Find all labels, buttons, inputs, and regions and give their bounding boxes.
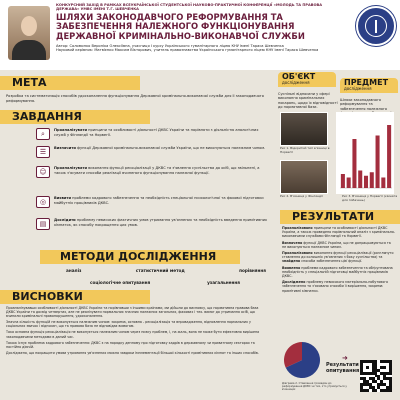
header-text xyxy=(56,3,346,53)
results-heading: РЕЗУЛЬТАТИ xyxy=(280,210,400,224)
conclusion-paragraph: Проаналізувавши особливості діяльності ДКВС України та порівнявши з іншими країнами, ми дійшли до висновку, що нормативна правова база ДКВС України та досвід четвертих, але не реалізувати нормальних значних належних загальних, фахових і тех. вимог до утримання осіб, що вчинили кримінальні правопорушення, удосконалення. xyxy=(6,306,259,319)
object-label xyxy=(278,72,336,87)
qr-code[interactable] xyxy=(360,360,392,392)
task-item xyxy=(36,146,268,158)
methods-heading: МЕТОДИ ДОСЛІДЖЕННЯ xyxy=(40,250,240,264)
tasks-heading: ЗАВДАННЯ xyxy=(0,110,150,124)
conclusions-body xyxy=(6,306,268,355)
results-body xyxy=(282,226,396,293)
qr-module xyxy=(389,372,392,375)
conclusion-paragraph: Значна кількість функцій не виконується належним чином: зокрема, основна - ресоціалізація та впровадження, відновлення нормальних у соціальних звичок і відносин, що та правова база не відповідає вимогам. xyxy=(6,320,251,329)
magnifier-icon: ⌕ xyxy=(36,128,50,140)
methods-row-1 xyxy=(66,268,266,273)
meta-text: Розробка та систематизація способів удосконалення функціонування Державної кримінально-виконавчої служби для її законодавчого реформування. xyxy=(6,94,264,103)
bar-7 xyxy=(376,136,380,189)
subject-heading: ПРЕДМЕТ xyxy=(344,78,389,87)
task-text: Дослідити проблему невисоких фактичних умов утримання ув'язнених та необхідність введення примітивних кімнаток, як способу покращення цих умов. xyxy=(54,218,268,227)
conclusions-heading: ВИСНОВКИ xyxy=(0,290,150,304)
prison-photo-2 xyxy=(280,160,328,194)
bar-8 xyxy=(381,178,385,189)
bar-9 xyxy=(387,125,391,188)
poster-header xyxy=(0,0,400,70)
checklist-icon: ☰ xyxy=(36,146,50,158)
photo-caption-3: Рис 3. В'язниця у Норвегії (кімната для побачень) xyxy=(342,194,398,202)
result-paragraph: Проаналізовано виконання функції ресоціалізації (розглянуто ставлення до колишніх ув'язнених з боку суспільства) та знайдено способи забезпечення цієї функції. xyxy=(282,251,394,264)
result-paragraph: Виявлено проблеми кадрового забезпечення та обґрунтована необхідність у спеціальній підготовці майбутніх працівників ДКВС. xyxy=(282,265,393,279)
author-face xyxy=(21,16,37,36)
poster-title: ШЛЯХИ ЗАКОНОДАВЧОГО РЕФОРМУВАННЯ ТА ЗАБЕЗПЕЧЕННЯ НАЛЕЖНОГО ФУНКЦІОНУВАННЯ ДЕРЖАВНОЇ КРИМІНАЛЬНО-ВИКОНАВЧОЇ СЛУЖБИ xyxy=(56,11,305,41)
bar-5 xyxy=(364,176,368,188)
task-item xyxy=(36,218,268,230)
conclusion-paragraph: Досліджено, що покращити умови утримання ув'язнених можна завдяки імплементації більшої кількості примітивних кімнат та інших способів. xyxy=(6,350,259,355)
result-paragraph: Визначено функції ДКВС України, що не допрацьовуються та не виконуються належним чином. xyxy=(282,240,391,249)
people-icon: ☺ xyxy=(36,166,50,178)
target-icon: ◎ xyxy=(36,196,50,208)
bar-2 xyxy=(347,178,351,189)
bar-3 xyxy=(352,139,356,188)
method-label: аналіз xyxy=(66,268,82,273)
bar-6 xyxy=(370,172,374,188)
method-label: порівняння xyxy=(239,268,266,273)
author-shoulders xyxy=(12,40,46,60)
lyceum-logo-icon xyxy=(356,6,396,46)
supervisor-name: Науковий керівник: Матвієнко Максим Вікторович, учитель правознавства Українського гуманітарного ліцею КНУ імені Тараса Шевченка xyxy=(56,48,319,53)
result-paragraph: Проаналізовано принципи та особливості діяльності ДКВС України, а також проведено порівняльний аналіз з кримінально-виконавчими службами Фінляндії та Норвегії. xyxy=(282,226,396,239)
bar-1 xyxy=(341,174,345,188)
subject-text: Шляхи законодавчого реформування та забезпечення належного xyxy=(340,98,388,111)
photo-caption-2: Рис 2. В'язниця у Фінляндії xyxy=(280,194,323,198)
qr-module xyxy=(375,389,378,392)
meta-heading: МЕТА xyxy=(0,76,140,90)
survey-results-label: Результати опитування xyxy=(326,362,360,374)
task-item xyxy=(36,196,268,208)
logo-emblem xyxy=(375,20,377,33)
author-name: Автор: Соломонко Вероніка Олексіївна, учасниця I курсу Українського гуманітарного ліцею КНУ імені Тараса Шевченка xyxy=(56,43,284,48)
conclusion-paragraph: Також існує проблема кадрового забезпечення: ДКВС є на порядку денному про підготовку кадрів в державному чи приватному секторах та постійно діючій. xyxy=(6,340,255,349)
method-label: статистичний метод xyxy=(135,268,185,273)
task-item xyxy=(36,166,268,178)
bar-4 xyxy=(358,171,362,189)
object-text: Суспільні відносини у сфері виконання кримінальних покарань, щодо їх відповідності до нормативної бази. xyxy=(278,92,338,110)
task-item xyxy=(36,128,268,140)
institution-line: КОНКУРСНИЙ ЗАХІД В РАМКАХ ВСЕУКРАЇНСЬКОЇ СТУДЕНТСЬКОЇ НАУКОВО-ПРАКТИЧНОЇ КОНФЕРЕНЦІЇ «МОЛОДЬ ТА ПРАВОВА ДЕРЖАВА» УМВС ІМЕНІ Т.Г. ШЕВЧЕНКА xyxy=(56,3,323,12)
methods-row-2 xyxy=(90,280,240,285)
subject-label xyxy=(340,78,398,93)
qr-module xyxy=(383,366,386,369)
method-label: соціологічне опитування xyxy=(90,280,151,285)
photo-caption-1: Рис 1. Відкритий тип в'язниці в Норвегії xyxy=(280,146,330,154)
qr-module xyxy=(366,389,369,392)
task-text: Проаналізувати принципи та особливості діяльності ДКВС України та порівняти з діяльністю аналогічних служб у Фінляндії та Норвегії. xyxy=(54,128,259,137)
method-label: узагальнення xyxy=(207,280,240,285)
qr-module xyxy=(366,366,369,369)
object-sub: дослідження xyxy=(282,80,310,86)
author-photo xyxy=(8,6,50,60)
result-paragraph: Досліджено проблему невисокого матеріально-побутового забезпечення та з'ясовано способи її вирішення, зокрема примітивні кімнатки. xyxy=(282,280,389,293)
prison-photo-1 xyxy=(280,112,328,146)
pie-caption: Діаграма 2. Ставлення громадян до реформування ДКВС чи тих, хто утримується у в'язницях xyxy=(282,382,347,392)
task-text: Виявити проблеми кадрового забезпечення та необхідність спеціальної психологічної та фахової підготовки майбутніх працівників ДКВС. xyxy=(54,196,264,205)
document-icon: ▤ xyxy=(36,218,50,230)
subject-sub: дослідження xyxy=(344,86,372,92)
task-text: Визначити функції Державної кримінально-виконавчої служби України, що не виконуються належним чином. xyxy=(54,146,266,150)
survey-bar-chart xyxy=(336,112,394,194)
qr-module xyxy=(389,389,392,392)
survey-pie-chart xyxy=(282,340,322,380)
logo-ring xyxy=(365,15,387,37)
task-text: Проаналізувати виконання функції ресоціалізації у ДКВС та з'явлення суспільства до осіб, що звільнені, а також з'ясувати способи реалізації вчиненого функціонування належної функції. xyxy=(54,166,260,175)
arrow-icon: ➜ xyxy=(342,354,348,362)
author-line xyxy=(56,44,346,53)
conclusion-paragraph: Така основна функція ресоціалізація не виконується належним чином через низку проблем, і, на жаль, вона не може бути ефективно вирішена законодавчими методами в даний час. xyxy=(6,330,260,339)
object-heading: ОБ'ЄКТ xyxy=(282,72,316,81)
